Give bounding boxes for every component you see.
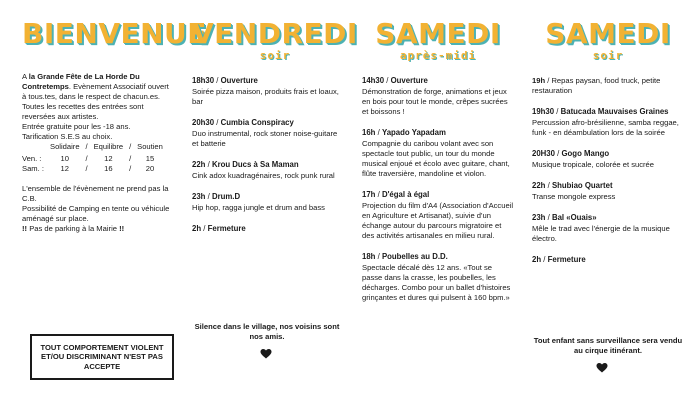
- tarif-row-sam: Sam. : 12 / 16 / 20: [22, 164, 155, 173]
- heart-icon: [260, 348, 272, 360]
- event-item: 2h / Fermeture: [532, 255, 586, 264]
- event-name: la Grande Fête de La Horde Du Contretemps: [22, 72, 140, 91]
- heading-vendredi: VENDREDI: [192, 17, 358, 50]
- program-samedi-soir: [532, 76, 684, 276]
- heading-bienvenue: BIENVENUE: [22, 17, 207, 50]
- subheading-soir: soir: [592, 49, 624, 62]
- recettes-text: Toutes les recettes des entrées sont reversées aux artistes.: [22, 102, 144, 121]
- event-item: 14h30 / Ouverture Démonstration de forge, animations et jeux en bois pour tout le monde, crêpes sucrées et boissons !: [362, 76, 508, 116]
- tarif-table: Solidaire / Equilibre / Soutien Ven. : 10 / 12 / 15 Sam. : 12 / 16 / 20: [22, 142, 163, 173]
- event-item: 23h / Drum.D Hip hop, ragga jungle et drum and bass: [192, 192, 325, 212]
- tarif-header: Equilibre: [93, 142, 124, 151]
- event-item: 18h / Poubelles au D.D. Spectacle décalé dès 12 ans. «Tout se passe dans la crasse, les poubelles, les décharges. Combo pour un ballet d'histoires grinçantes et dures qui pulsent à 160 bpm.»: [362, 252, 511, 302]
- event-item: 19h30 / Batucada Mauvaises Graines Percussion afro-brésilienne, samba reggae, funk - en déambulation lors de la soirée: [532, 107, 679, 137]
- event-item: 17h / D'égal à égal Projection du film d'A4 (Association d'Accueil en Agriculture et Artisanat), suivie d'un échange autour du parcours migratoire et des activités artisanales en milieu rural.: [362, 190, 514, 240]
- intro-paragraph: [22, 72, 174, 102]
- program-vendredi: [192, 76, 342, 245]
- camping-text: Possibilité de Camping en tente ou véhicule aménagé sur place.: [22, 204, 170, 223]
- silence-note: Silence dans le village, nos voisins sont nos amis.: [194, 322, 340, 341]
- program-samedi-apres-midi: [362, 76, 514, 314]
- subheading-soir: soir: [259, 49, 291, 62]
- heading-samedi: SAMEDI: [375, 17, 501, 50]
- column-vendredi: [192, 0, 358, 401]
- gratuit-text: Entrée gratuite pour les -18 ans.: [22, 122, 131, 131]
- subheading-apres-midi: après-midi: [399, 49, 477, 62]
- column-bienvenue: [22, 0, 207, 401]
- intro-block: [22, 72, 174, 234]
- event-item: 23h / Bal «Ouais» Mêle le trad avec l'énergie de la musique électro.: [532, 213, 670, 243]
- tarification-text: Tarification S.E.S au choix.: [22, 132, 113, 141]
- intro-prefix: A: [22, 72, 29, 81]
- event-item: 2h / Fermeture: [192, 224, 246, 233]
- column-samedi-soir: [532, 0, 684, 401]
- intro-rest: . Evènement Associatif ouvert à tous.tes, dans le respect de chacun.es.: [22, 82, 169, 101]
- event-item: 20h30 / Cumbia Conspiracy Duo instrumental, rock stoner noise-guitare et batterie: [192, 118, 338, 148]
- event-item: 16h / Yapado Yapadam Compagnie du caribou volant avec son spectacle tout public, un tour du monde musical enjoué et écolo avec guitare, chant, flûte traversière, mandoline et violon.: [362, 128, 510, 178]
- event-item: 20H30 / Gogo Mango Musique tropicale, colorée et sucrée: [532, 149, 654, 169]
- tarif-row-ven: Ven. : 10 / 12 / 15: [22, 154, 155, 163]
- event-item: 19h / Repas paysan, food truck, petite restauration: [532, 76, 661, 95]
- parking-text: !! Pas de parking à la Mairie !!: [22, 224, 125, 233]
- heart-icon: [596, 362, 608, 374]
- event-item: 18h30 / Ouverture Soirée pizza maison, produits frais et loaux, bar: [192, 76, 339, 106]
- heading-samedi-soir: SAMEDI: [545, 17, 671, 50]
- cb-text: L'ensemble de l'évènement ne prend pas la C.B.: [22, 184, 169, 203]
- column-samedi-apres-midi: [362, 0, 514, 401]
- event-item: 22h / Krou Ducs à Sa Maman Cink adox kuadragénaires, rock punk rural: [192, 160, 335, 180]
- event-item: 22h / Shubiao Quartet Transe mongole express: [532, 181, 616, 201]
- tarif-header: Solidaire: [50, 142, 80, 151]
- tarif-header: Soutien: [137, 142, 163, 151]
- enfant-note: Tout enfant sans surveillance sera vendu au cirque itinérant.: [533, 336, 683, 355]
- warning-box: TOUT COMPORTEMENT VIOLENT ET/OU DISCRIMINANT N'EST PAS ACCEPTE: [30, 334, 174, 380]
